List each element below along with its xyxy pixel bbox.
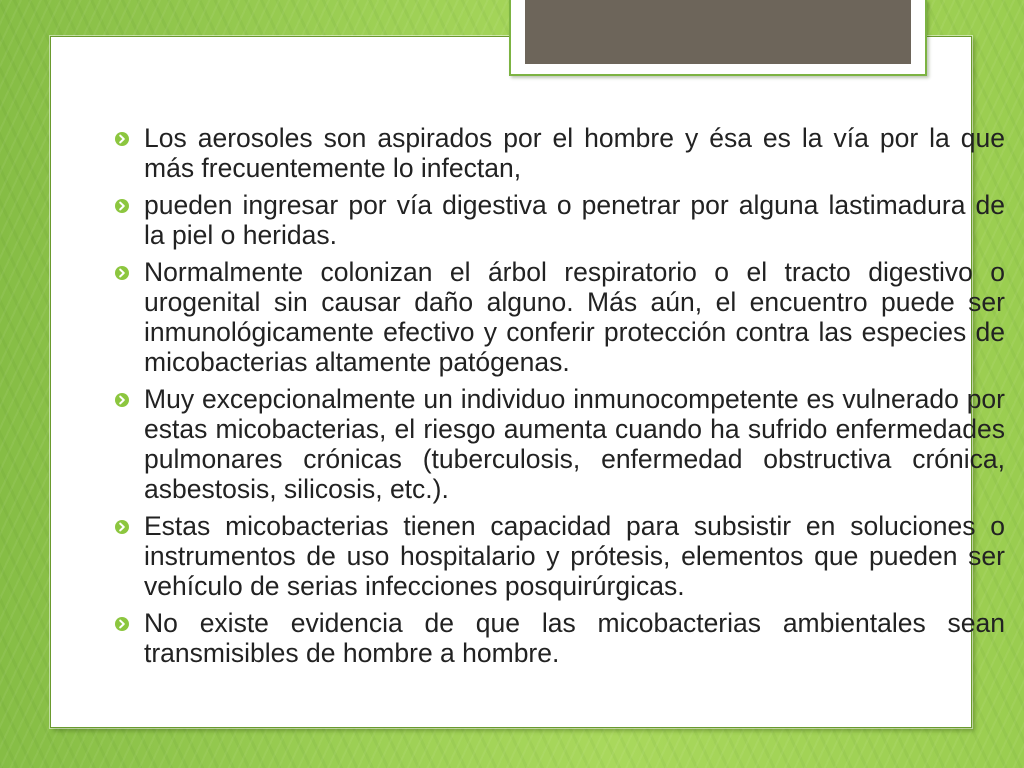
list-item <box>113 123 1005 183</box>
bullet-text: No existe evidencia de que las micobacterias ambientales sean transmisibles de hombre a hombre. <box>144 608 1005 668</box>
bullet-text: Muy excepcionalmente un individuo inmunocompetente es vulnerado por estas micobacterias, el riesgo aumenta cuando ha sufrido enfermedades pulmonares crónicas (tuberculosis, enfermedad obstructiva crónica, asbestosis, silicosis, etc.). <box>144 384 1005 504</box>
content-panel <box>50 36 1005 728</box>
title-frame <box>509 0 927 76</box>
list-item <box>113 257 1005 377</box>
list-item <box>113 511 1005 601</box>
circle-chevron-right-icon <box>115 617 129 631</box>
bullet-text: Los aerosoles son aspirados por el hombre y ésa es la vía por la que más frecuentemente lo infectan, <box>144 123 1005 183</box>
list-item <box>113 384 1005 504</box>
circle-chevron-right-icon <box>115 520 129 534</box>
bullet-text: Normalmente colonizan el árbol respiratorio o el tracto digestivo o urogenital sin causar daño alguno. Más aún, el encuentro puede ser inmunológicamente efectivo y conferir protección contra las especies de micobacterias altamente patógenas. <box>144 257 1005 377</box>
list-item <box>113 608 1005 668</box>
circle-chevron-right-icon <box>115 199 129 213</box>
bullet-text: Estas micobacterias tienen capacidad para subsistir en soluciones o instrumentos de uso hospitalario y prótesis, elementos que pueden ser vehículo de serias infecciones posquirúrgicas. <box>144 511 1005 601</box>
circle-chevron-right-icon <box>115 266 129 280</box>
circle-chevron-right-icon <box>115 132 129 146</box>
bullet-text: pueden ingresar por vía digestiva o penetrar por alguna lastimadura de la piel o heridas. <box>144 190 1005 250</box>
list-item <box>113 190 1005 250</box>
title-placeholder <box>525 0 911 64</box>
circle-chevron-right-icon <box>115 393 129 407</box>
bullet-list <box>113 123 1005 675</box>
